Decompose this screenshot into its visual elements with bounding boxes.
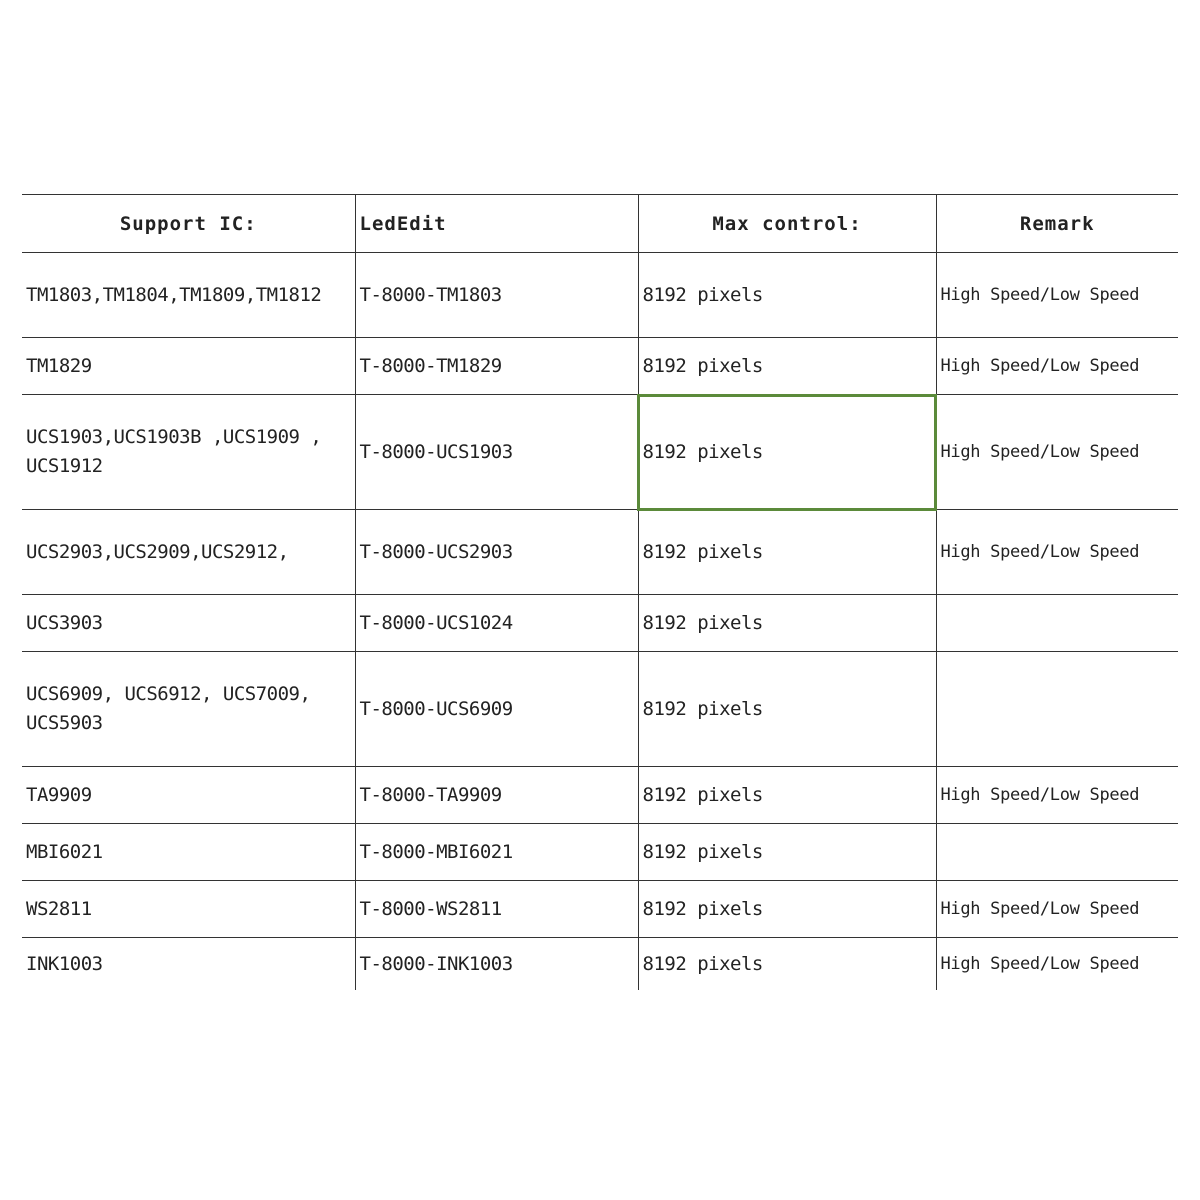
cell-remark[interactable]: High Speed/Low Speed — [936, 767, 1178, 824]
table-row — [22, 824, 1178, 881]
cell-ledEdit[interactable]: T-8000-UCS6909 — [355, 652, 638, 767]
cell-support-ic[interactable]: INK1003 — [22, 938, 355, 991]
table-row — [22, 938, 1178, 991]
header-support-ic: Support IC: — [22, 195, 355, 253]
table-row — [22, 595, 1178, 652]
table-row — [22, 253, 1178, 338]
cell-max-control-selected[interactable]: 8192 pixels — [638, 395, 936, 510]
table-row — [22, 338, 1178, 395]
cell-ledEdit[interactable]: T-8000-INK1003 — [355, 938, 638, 991]
ic-support-table — [22, 194, 1178, 990]
cell-remark[interactable]: High Speed/Low Speed — [936, 395, 1178, 510]
header-remark: Remark — [936, 195, 1178, 253]
cell-support-ic[interactable]: UCS6909, UCS6912, UCS7009, UCS5903 — [22, 652, 355, 767]
cell-support-ic[interactable]: UCS3903 — [22, 595, 355, 652]
cell-support-ic[interactable]: MBI6021 — [22, 824, 355, 881]
cell-support-ic[interactable]: UCS1903,UCS1903B ,UCS1909 , UCS1912 — [22, 395, 355, 510]
cell-ledEdit[interactable]: T-8000-TM1829 — [355, 338, 638, 395]
cell-support-ic[interactable]: WS2811 — [22, 881, 355, 938]
cell-remark[interactable]: High Speed/Low Speed — [936, 253, 1178, 338]
cell-max-control[interactable]: 8192 pixels — [638, 510, 936, 595]
cell-ledEdit[interactable]: T-8000-WS2811 — [355, 881, 638, 938]
cell-remark[interactable] — [936, 595, 1178, 652]
cell-support-ic[interactable]: UCS2903,UCS2909,UCS2912, — [22, 510, 355, 595]
cell-ledEdit[interactable]: T-8000-TA9909 — [355, 767, 638, 824]
table-row — [22, 767, 1178, 824]
table-row — [22, 881, 1178, 938]
header-max-control: Max control: — [638, 195, 936, 253]
cell-max-control[interactable]: 8192 pixels — [638, 253, 936, 338]
header-row — [22, 195, 1178, 253]
header-ledEdit: LedEdit — [355, 195, 638, 253]
cell-remark[interactable] — [936, 824, 1178, 881]
cell-remark[interactable]: High Speed/Low Speed — [936, 881, 1178, 938]
cell-max-control[interactable]: 8192 pixels — [638, 652, 936, 767]
cell-max-control[interactable]: 8192 pixels — [638, 595, 936, 652]
table-row — [22, 510, 1178, 595]
cell-ledEdit[interactable]: T-8000-TM1803 — [355, 253, 638, 338]
cell-ledEdit[interactable]: T-8000-MBI6021 — [355, 824, 638, 881]
cell-remark[interactable] — [936, 652, 1178, 767]
cell-support-ic[interactable]: TA9909 — [22, 767, 355, 824]
table-row — [22, 395, 1178, 510]
cell-ledEdit[interactable]: T-8000-UCS2903 — [355, 510, 638, 595]
cell-support-ic[interactable]: TM1829 — [22, 338, 355, 395]
cell-max-control[interactable]: 8192 pixels — [638, 881, 936, 938]
cell-ledEdit[interactable]: T-8000-UCS1024 — [355, 595, 638, 652]
cell-max-control[interactable]: 8192 pixels — [638, 338, 936, 395]
cell-support-ic[interactable]: TM1803,TM1804,TM1809,TM1812 — [22, 253, 355, 338]
cell-max-control[interactable]: 8192 pixels — [638, 938, 936, 991]
cell-remark[interactable]: High Speed/Low Speed — [936, 510, 1178, 595]
cell-max-control[interactable]: 8192 pixels — [638, 824, 936, 881]
cell-max-control[interactable]: 8192 pixels — [638, 767, 936, 824]
table-row — [22, 652, 1178, 767]
cell-ledEdit[interactable]: T-8000-UCS1903 — [355, 395, 638, 510]
cell-remark[interactable]: High Speed/Low Speed — [936, 338, 1178, 395]
cell-remark[interactable]: High Speed/Low Speed — [936, 938, 1178, 991]
